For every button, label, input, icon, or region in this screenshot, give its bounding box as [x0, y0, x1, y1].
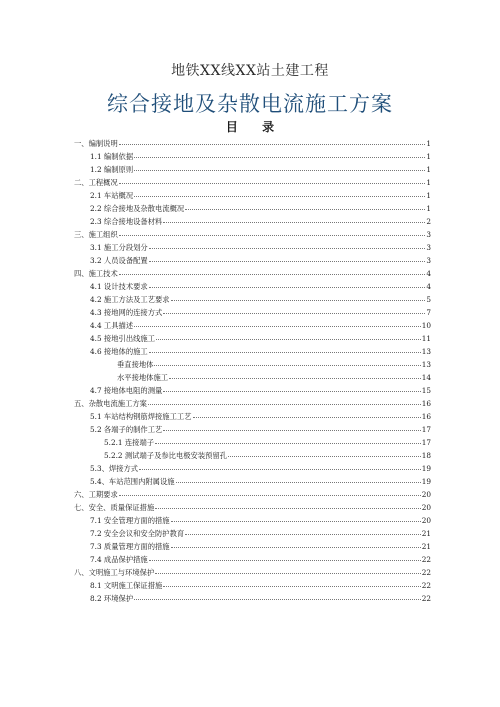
toc-entry-label: 7.3 质量管理方面的措施	[90, 542, 170, 551]
toc-entry-label: 7.2 安全会议和安全防护教育	[90, 529, 185, 538]
toc-entry[interactable]	[74, 254, 431, 267]
toc-leader-dots	[193, 417, 421, 418]
toc-entry[interactable]	[74, 384, 431, 397]
toc-entry-label: 5.4、车站范围内附属设施	[90, 477, 175, 486]
toc-leader-dots	[134, 599, 421, 600]
toc-entry[interactable]	[74, 176, 431, 189]
toc-leader-dots	[163, 222, 425, 223]
toc-entry-page: 16	[421, 412, 431, 421]
toc-entry-page: 1	[426, 178, 431, 187]
toc-entry[interactable]	[74, 189, 431, 202]
toc-entry-page: 3	[426, 256, 431, 265]
toc-leader-dots	[134, 170, 425, 171]
toc-entry-page: 21	[421, 542, 431, 551]
toc-entry-page: 2	[426, 217, 431, 226]
toc-entry-page: 3	[426, 243, 431, 252]
toc-leader-dots	[148, 404, 421, 405]
toc-entry[interactable]	[74, 514, 431, 527]
toc-entry-page: 11	[421, 334, 431, 343]
toc-entry-page: 13	[421, 347, 431, 356]
toc-entry[interactable]	[74, 202, 431, 215]
toc-entry[interactable]	[74, 241, 431, 254]
toc-entry-label: 七、安全、质量保证措施	[74, 503, 155, 512]
toc-entry[interactable]	[74, 293, 431, 306]
toc-entry-page: 10	[421, 321, 431, 330]
toc-leader-dots	[139, 469, 421, 470]
toc-entry-page: 1	[426, 152, 431, 161]
toc-entry-page: 17	[421, 425, 431, 434]
toc-entry-label: 8.2 环境保护	[90, 594, 134, 603]
toc-entry-label: 五、杂散电流施工方案	[74, 399, 147, 408]
toc-entry[interactable]	[74, 423, 431, 436]
toc-entry[interactable]	[74, 306, 431, 319]
toc-leader-dots	[156, 339, 421, 340]
toc-leader-dots	[163, 430, 420, 431]
toc-entry-label: 六、工期要求	[74, 490, 118, 499]
toc-entry[interactable]	[74, 150, 431, 163]
toc-entry-label: 7.1 安全管理方面的措施	[90, 516, 170, 525]
toc-leader-dots	[185, 534, 421, 535]
toc-entry-page: 16	[421, 399, 431, 408]
toc-entry-page: 19	[421, 477, 431, 486]
toc-entry-label: 四、施工技术	[74, 269, 118, 278]
toc-entry-page: 1	[426, 165, 431, 174]
toc-entry-label: 3.2 人员设备配置	[90, 256, 148, 265]
toc-leader-dots	[134, 196, 425, 197]
toc-entry-page: 22	[421, 555, 431, 564]
toc-leader-dots	[155, 443, 421, 444]
toc-leader-dots	[119, 274, 426, 275]
toc-entry[interactable]	[74, 371, 431, 384]
toc-entry[interactable]	[74, 540, 431, 553]
toc-entry[interactable]	[74, 592, 431, 605]
toc-entry-label: 垂直接地体	[117, 360, 154, 369]
toc-entry-page: 20	[421, 490, 431, 499]
toc-entry[interactable]	[74, 280, 431, 293]
toc-entry[interactable]	[74, 267, 431, 280]
toc-entry-label: 4.5 接地引出线施工	[90, 334, 156, 343]
toc-entry[interactable]	[74, 527, 431, 540]
toc-entry[interactable]	[74, 566, 431, 579]
toc-entry-label: 2.2 综合接地及杂散电流概况	[90, 204, 185, 213]
toc-leader-dots	[149, 248, 426, 249]
toc-entry-label: 1.2 编制原则	[90, 165, 134, 174]
toc-entry[interactable]	[74, 397, 431, 410]
toc-entry-label: 一、编制说明	[74, 139, 118, 148]
toc-entry-page: 1	[426, 139, 431, 148]
toc-entry-label: 2.1 车站概况	[90, 191, 134, 200]
toc-entry-page: 19	[421, 464, 431, 473]
toc-leader-dots	[169, 378, 421, 379]
toc-entry[interactable]	[74, 436, 431, 449]
toc-entry-page: 15	[421, 386, 431, 395]
toc-entry-page: 13	[421, 360, 431, 369]
toc-entry-page: 5	[426, 295, 431, 304]
toc-leader-dots	[155, 573, 420, 574]
toc-entry-label: 5.1 车站结构钢筋焊接施工工艺	[90, 412, 192, 421]
toc-leader-dots	[119, 235, 426, 236]
toc-entry[interactable]	[74, 137, 431, 150]
toc-entry-label: 8.1 文明施工保证措施	[90, 581, 163, 590]
project-title: 地铁XX线XX站土建工程	[171, 63, 329, 79]
toc-entry-label: 三、施工组织	[74, 230, 118, 239]
toc-entry-page: 4	[426, 269, 431, 278]
toc-entry[interactable]	[74, 501, 431, 514]
toc-leader-dots	[171, 547, 421, 548]
toc-entry-page: 7	[426, 308, 431, 317]
toc-leader-dots	[119, 183, 426, 184]
toc-entry-page: 20	[421, 516, 431, 525]
toc-leader-dots	[154, 365, 420, 366]
toc-entry-label: 7.4 成品保护措施	[90, 555, 148, 564]
toc-leader-dots	[185, 209, 425, 210]
toc-entry-label: 1.1 编制依据	[90, 152, 134, 161]
toc-entry-page: 22	[421, 594, 431, 603]
toc-leader-dots	[149, 261, 426, 262]
toc-entry-label: 二、工程概况	[74, 178, 118, 187]
toc-entry-page: 1	[426, 191, 431, 200]
toc-leader-dots	[119, 144, 426, 145]
toc-entry[interactable]	[74, 579, 431, 592]
toc-leader-dots	[163, 586, 420, 587]
toc-entry-page: 18	[421, 451, 431, 460]
toc-leader-dots	[119, 495, 421, 496]
toc-entry-label: 5.2.1 连接端子	[104, 438, 155, 447]
toc-entry[interactable]	[74, 462, 431, 475]
toc-leader-dots	[149, 560, 421, 561]
toc-entry-page: 22	[421, 568, 431, 577]
toc-entry-label: 4.4 工具描述	[90, 321, 134, 330]
toc-entry-label: 4.6 接地体的施工	[90, 347, 148, 356]
toc-entry-label: 5.2.2 测试端子及参比电极安装预留孔	[104, 451, 228, 460]
toc-entry-label: 4.7 接地体电阻的测量	[90, 386, 163, 395]
toc-entry-label: 4.2 施工方法及工艺要求	[90, 295, 170, 304]
toc-leader-dots	[176, 482, 421, 483]
toc-entry[interactable]	[74, 553, 431, 566]
toc-entry-label: 4.1 设计技术要求	[90, 282, 148, 291]
toc-leader-dots	[171, 521, 421, 522]
toc-entry[interactable]	[74, 345, 431, 358]
toc-leader-dots	[149, 287, 426, 288]
toc-entry-label: 2.3 综合接地设备材料	[90, 217, 163, 226]
toc-entry-page: 17	[421, 438, 431, 447]
toc-leader-dots	[134, 157, 425, 158]
toc-entry[interactable]	[74, 228, 431, 241]
toc-entry-label: 3.1 施工分段划分	[90, 243, 148, 252]
toc-entry-page: 14	[421, 373, 431, 382]
document-title: 综合接地及杂散电流施工方案	[107, 92, 393, 116]
toc-leader-dots	[155, 508, 420, 509]
toc-entry-label: 水平接地体施工	[117, 373, 169, 382]
toc-entry-page: 3	[426, 230, 431, 239]
toc-leader-dots	[163, 391, 420, 392]
toc-leader-dots	[228, 456, 421, 457]
toc-leader-dots	[149, 352, 421, 353]
table-of-contents	[74, 137, 431, 605]
toc-entry-page: 20	[421, 503, 431, 512]
toc-entry-label: 5.3、焊接方式	[90, 464, 139, 473]
toc-entry[interactable]	[74, 332, 431, 345]
toc-entry[interactable]	[74, 488, 431, 501]
toc-entry-label: 4.3 接地网的连接方式	[90, 308, 163, 317]
toc-entry-page: 4	[426, 282, 431, 291]
toc-entry[interactable]	[74, 449, 431, 462]
toc-leader-dots	[134, 326, 421, 327]
toc-entry[interactable]	[74, 319, 431, 332]
toc-entry-page: 22	[421, 581, 431, 590]
toc-entry[interactable]	[74, 215, 431, 228]
toc-entry-page: 1	[426, 204, 431, 213]
toc-entry[interactable]	[74, 475, 431, 488]
toc-leader-dots	[171, 300, 426, 301]
toc-entry[interactable]	[74, 410, 431, 423]
toc-entry-page: 21	[421, 529, 431, 538]
toc-heading: 目 录	[225, 120, 285, 134]
toc-entry[interactable]	[74, 163, 431, 176]
toc-entry-label: 5.2 各端子的制作工艺	[90, 425, 163, 434]
toc-entry[interactable]	[74, 358, 431, 371]
toc-leader-dots	[163, 313, 425, 314]
toc-entry-label: 八、文明施工与环境保护	[74, 568, 155, 577]
